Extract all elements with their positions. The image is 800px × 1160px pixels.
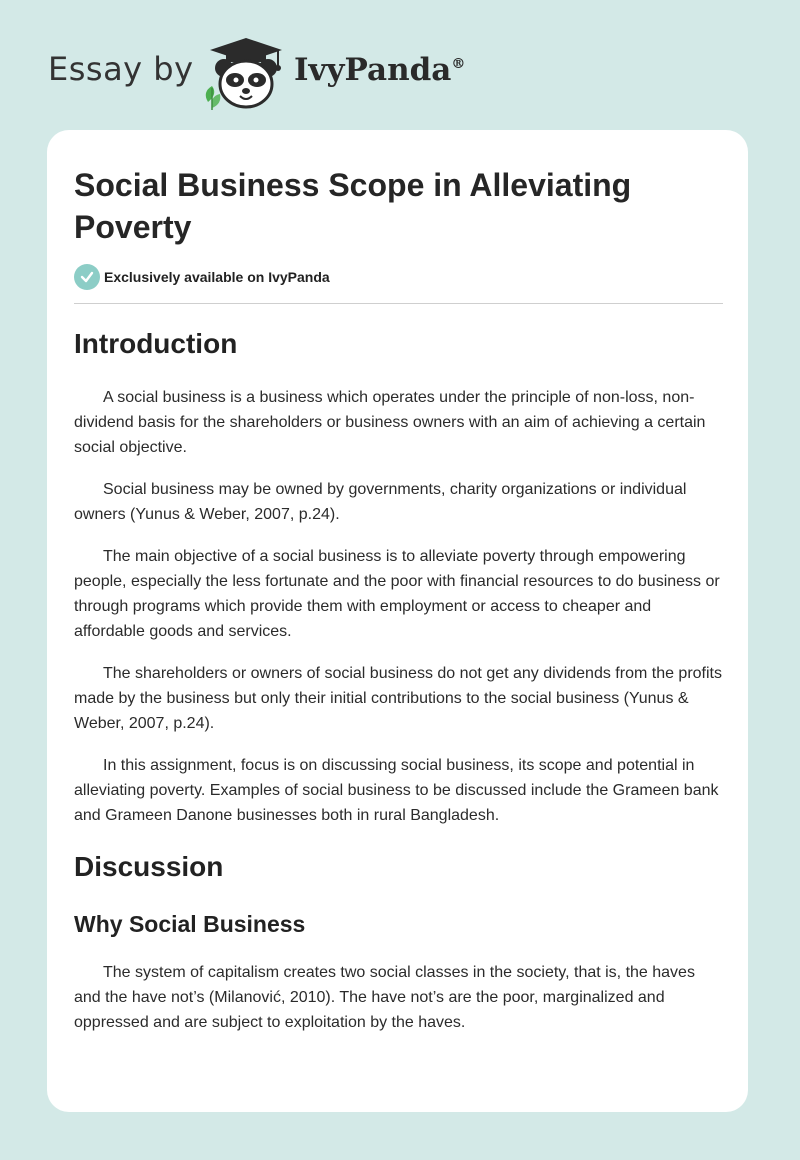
section-heading-introduction: Introduction [74,328,238,359]
subsection-heading-why-social-business: Why Social Business [74,911,306,937]
site-header [0,0,800,120]
brand-text: IvyPanda [294,52,452,88]
trademark-symbol: ® [451,56,466,72]
paragraph: Social business may be owned by governments, charity organizations or individual owners (Yunus & Weber, 2007, p.24). [74,481,687,523]
essay-card [47,130,748,1112]
paragraph: The system of capitalism creates two social classes in the society, that is, the haves and the have not’s (Milanović, 2010). The have not’s are the poor, marginalized and oppressed and are subject to exploitation by the haves. [74,964,695,1031]
divider [74,303,723,304]
paragraph: The main objective of a social business is to alleviate poverty through empowering people, especially the less fortunate and the poor with financial resources to do business or through programs which provide them with employment or access to cheaper and affordable goods and services. [74,548,720,640]
essay-by-label: Essay by [48,50,194,88]
article-body [74,323,723,1052]
paragraph: The shareholders or owners of social business do not get any dividends from the profits made by the business but only their initial contributions to the social business (Yunus & Weber, 2007, p.24). [74,665,722,732]
section-heading-discussion: Discussion [74,851,224,882]
page-title: Social Business Scope in Alleviating Poverty [74,167,632,245]
paragraph: In this assignment, focus is on discussing social business, its scope and potential in alleviating poverty. Examples of social business to be discussed include the Grameen bank and Grameen Danone businesses both in rural Bangladesh. [74,757,719,824]
paragraph: A social business is a business which operates under the principle of non-loss, non-dividend basis for the shareholders or business owners with an aim of achieving a certain social objective. [74,389,706,456]
panda-logo-icon[interactable] [200,36,292,110]
exclusive-badge [74,263,330,291]
check-circle-icon [74,264,100,290]
badge-label: Exclusively available on IvyPanda [104,269,330,285]
brand-name[interactable] [294,52,465,88]
